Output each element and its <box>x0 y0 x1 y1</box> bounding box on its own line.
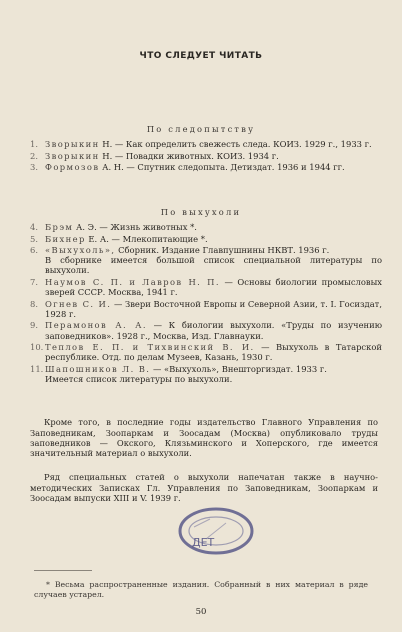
stamp-text: ДЕТ <box>192 536 215 549</box>
list-item <box>30 139 382 149</box>
item-text: — «Выхухоль», Внешторгиздат. 1933 г. <box>150 363 327 374</box>
item-text: А. Э. — Жизнь животных *. <box>73 222 197 232</box>
library-stamp-icon <box>176 505 256 557</box>
closing-paragraph: Кроме того, в последние годы издательство Главного Управления по Заповедникам, Зоопаркам и Зоосадам (Москва) опубликовало труды заповедников — Окского, Клязьминского и Хоперского, где имеется значительный материал о выхухоли. <box>30 417 378 458</box>
item-number: 6. <box>30 245 38 255</box>
item-number: 3. <box>30 162 38 172</box>
item-text: — Звери Восточной Европы и Северной Азии, т. I. Госиздат, 1928 г. <box>45 298 382 319</box>
item-text: — Выхухоль в Татарской республике. Отд. по делам Музеев, Казань, 1930 г. <box>45 342 382 363</box>
item-author: Формозов <box>45 162 100 172</box>
item-author: Огнев С. И. <box>45 298 112 309</box>
item-author: Шапошников Л. В. <box>45 363 151 374</box>
list-item <box>30 162 382 172</box>
closing-paragraph: Ряд специальных статей о выхухоли напечатан также в научно-методических Записках Гл. Управления по Заповедникам, Зоопаркам и Зоосадам выпуски XIII и V. 1939 г. <box>30 472 378 503</box>
item-text: Н. — Повадки животных. КОИЗ. 1934 г. <box>99 150 279 161</box>
section-heading-muskrat: По выхухоли <box>160 207 242 217</box>
item-author: «Выхухоль», <box>45 245 116 255</box>
list-item <box>30 222 382 232</box>
item-number: 2. <box>30 150 38 161</box>
item-text: — К биологии выхухоли. «Труды по изучению заповедников». 1928 г., Москва, Изд. Главнауки. <box>45 320 383 341</box>
item-number: 11. <box>30 363 44 374</box>
footnote-divider <box>34 570 92 571</box>
item-author: Зворыкин <box>45 139 100 149</box>
page-number: 50 <box>195 607 207 617</box>
item-author: Перамонов А. А. <box>45 320 147 331</box>
list-item <box>30 342 382 362</box>
item-note: В сборнике имеется большой список специальной литературы по выхухоли. <box>45 255 382 276</box>
list-item <box>30 277 382 297</box>
item-author: Брэм <box>45 222 74 232</box>
item-note: Имеется список литературы по выхухоли. <box>45 373 233 384</box>
section-heading-tracking: По следопытству <box>146 124 256 134</box>
list-item <box>30 320 382 340</box>
reading-list-tracking <box>30 139 382 174</box>
item-text: — Основы биологии промысловых зверей СССР. Москва, 1941 г. <box>45 276 382 298</box>
list-item <box>30 234 382 244</box>
list-item <box>30 151 382 161</box>
item-author: Зворыкин <box>45 150 100 161</box>
reading-list-muskrat <box>30 222 382 385</box>
footnote: * Весьма распространенные издания. Собранный в них материал в ряде случаев устарел. <box>34 580 368 599</box>
page-title: ЧТО СЛЕДУЕТ ЧИТАТЬ <box>139 51 263 61</box>
item-author: Наумов С. П. и Лавров Н. П. <box>45 276 220 287</box>
item-number: 5. <box>30 233 38 244</box>
item-text: Н. — Как определить свежесть следа. КОИЗ. 1929 г., 1933 г. <box>99 139 372 149</box>
list-item <box>30 245 382 276</box>
list-item <box>30 299 382 319</box>
item-text: А. Н. — Спутник следопыта. Детиздат. 1936 и 1944 гг. <box>99 162 345 172</box>
item-author: Теплов Е. П. и Тихвинский В. И. <box>45 342 255 353</box>
item-number: 4. <box>30 222 38 232</box>
item-number: 9. <box>30 320 38 331</box>
item-text: Сборник. Издание Главпушнины НКВТ. 1936 г. <box>115 245 330 255</box>
list-item <box>30 364 382 384</box>
item-number: 8. <box>30 298 38 309</box>
item-text: Е. А. — Млекопитающие *. <box>85 233 208 244</box>
item-author: Бихнер <box>45 233 86 244</box>
item-number: 10. <box>30 342 44 353</box>
item-number: 1. <box>30 139 38 149</box>
item-number: 7. <box>30 276 38 287</box>
